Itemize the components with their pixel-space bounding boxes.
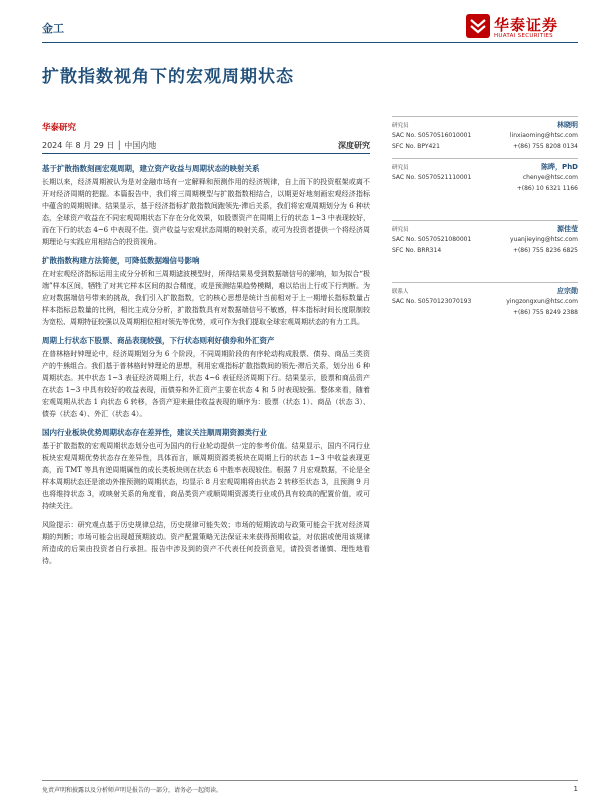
analyst-name: 源佳莹 [557,225,578,233]
huatai-logo-icon [466,14,490,38]
institution-name: 华泰研究 [42,123,77,133]
page-number: 1 [573,785,578,793]
risk-warning-text: 风险提示：研究观点基于历史规律总结，历史规律可能失效；市场的短期波动与政策可能会干扰对经济周期的判断；市场可能会出现超预期波动。资产配置策略无法保证未来获得预期收益，对依据或使用该规律所造成的后果由投资者自行承担。报告中涉及到的资产不代表任何投资意见，请投资者谨慎、理性地看待。 [42,521,370,565]
analyst-role: 研究员 [392,123,409,129]
summary-section [42,335,370,420]
analyst-name: 陈晔，PhD [541,163,578,171]
huatai-logo [466,12,576,42]
analyst-name: 林晓明 [557,121,578,129]
footer-divider [42,780,578,781]
section-text: 在对宏观经济指标运用主成分分析和三周期滤波模型时，所得结果易受到数据端信号的影响，如为拟合“极端”样本区间，牺牲了对其它样本区间的拟合精度，或是预测结果趋势模糊，难以给出上行或下行判断。为应对数据端信号带来的挑战，我们引入扩散指数，它的核心思想是统计当前相对于上一期增长指标数量占样本指标总数量的比例，相比主成分分析，扩散指数具有对数据端信号不敏感，样本指标时间长度限制较为宽松、周期特征较强以及周期相位相对领先等优势，或可作为我们提取全球宏观周期状态的有力工具。 [42,270,370,326]
section-text: 长期以来，经济周期被认为是对金融市场有一定解释和预测作用的经济规律，自上而下的投资框架或离不开对经济周期的把握。本篇报告中，我们将三周期模型与扩散指数相结合，以期更好地刻画宏观经济指标中蕴含的周期规律。结果显示，基于经济指标扩散指数间跑领先-滞后关系，我们将宏观周期划分为 6 种状态，全球资产收益在不同宏观周期状态下存在分化效果，如股票资产在周期上行的状态 1~3 中表现较好，而在下行的状态 4~6 中表现不佳。资产收益与宏观状态周期的映射关系，或可为投资者提供一个将经济周期理论与实践应用相结合的投资视角。 [42,178,370,246]
analyst-role: 研究员 [392,165,409,171]
section-heading: 扩散指数构建方法简便，可降低数据端信号影响 [42,256,200,265]
analyst-email[interactable]: yingzongxun@htsc.com [506,298,578,305]
analyst-card [392,282,578,344]
analyst-role: 联系人 [392,289,409,295]
analyst-card [392,220,578,282]
section-heading: 基于扩散指数刻画宏观周期，建立资产收益与周期状态的映射关系 [42,164,260,173]
analyst-sac: SAC No. S0570123070193 [392,298,472,305]
report-type: 深度研究 [338,141,370,150]
section-heading: 周期上行状态下股票、商品表现较强，下行状态则利好债券和外汇资产 [42,336,275,345]
footer-disclaimer: 免责声明和披露以及分析师声明是报告的一部分，请务必一起阅读。 [42,787,223,794]
analyst-phone: +(86) 755 8236 6825 [512,247,578,254]
analyst-email[interactable]: chenye@htsc.com [522,174,578,181]
report-category: 金工 [42,22,64,35]
report-title: 扩散指数视角下的宏观周期状态 [42,67,294,87]
date-line [42,140,370,154]
logo-text-en: HUATAI SECURITIES [494,33,553,39]
analyst-email[interactable]: yuanjieying@htsc.com [510,236,578,243]
analyst-card [392,158,578,220]
logo-text-cn: 华泰证券 [494,16,559,34]
section-heading: 国内行业板块优势周期状态存在差异性，建议关注顺周期资源类行业 [42,428,267,437]
summary-section [42,163,370,248]
analyst-sfc: SFC No. BRR314 [392,247,442,254]
report-date: 2024 年 8 月 29 日 │ 中国内地 [42,141,157,150]
analyst-sac: SAC No. S0570516010001 [392,132,472,139]
risk-warning [42,519,370,567]
date-divider [42,153,370,154]
analyst-phone: +(86) 755 8208 0134 [512,143,578,150]
analyst-panel [392,116,578,344]
header-divider [42,42,578,43]
section-text: 在普林格时钟理论中，经济周期划分为 6 个阶段，不同周期阶段的有序轮动构成股票、债券、商品三类资产的牛熊组合。我们基于普林格时钟理论的思想，利用宏观指标扩散指数间的领先-滞后关系，划分出 6 种周期状态。其中状态 1~3 表征经济周期上行，状态 4~6 表征经济周期下行。结果显示，股票和商品资产在状态 1~3 中具有较好的收益表现，而债券和外汇资产主要在状态 4 和 5 时表现较强。整体来看，随着宏观周期从状态 1 向状态 6 转移，各资产迎来最佳收益表现的顺序为：股票（状态 1）、商品（状态 3）、债券（状态 4）、外汇（状态 4）。 [42,350,370,418]
analyst-sac: SAC No. S0570521110001 [392,174,472,181]
section-text: 基于扩散指数的宏观周期状态划分也可为国内的行业轮动提供一定的参考价值。结果显示，国内不同行业板块宏观周期优势状态存在差异性，具体而言，顺周期资源类板块在周期上行的状态 1~3 中收益表现更高，而 TMT 等具有逆周期属性的成长类板块则在状态 6 中胜率表现较佳。根据 7 月宏观数据，不论是全样本周期状态还是滚动外推预测的周期状态，均显示 8 月宏观周期将由状态 2 转移至状态 3，且预测 9 月也将维持状态 3，或映射关系的角度看，商品类资产或顺周期资源类行业或仍具有较高的配置价值，或可持续关注。 [42,442,370,510]
analyst-phone: +(86) 10 6321 1166 [516,185,578,192]
analyst-phone: +(86) 755 8249 2388 [512,309,578,316]
analyst-card [392,116,578,158]
analyst-sfc: SFC No. BPY421 [392,143,440,150]
summary-section [42,427,370,512]
report-body [42,163,370,574]
summary-section [42,255,370,328]
analyst-name: 应宗勋 [557,287,578,295]
analyst-email[interactable]: linxiaoming@htsc.com [509,132,578,139]
analyst-role: 研究员 [392,227,409,233]
analyst-sac: SAC No. S0570521080001 [392,236,472,243]
